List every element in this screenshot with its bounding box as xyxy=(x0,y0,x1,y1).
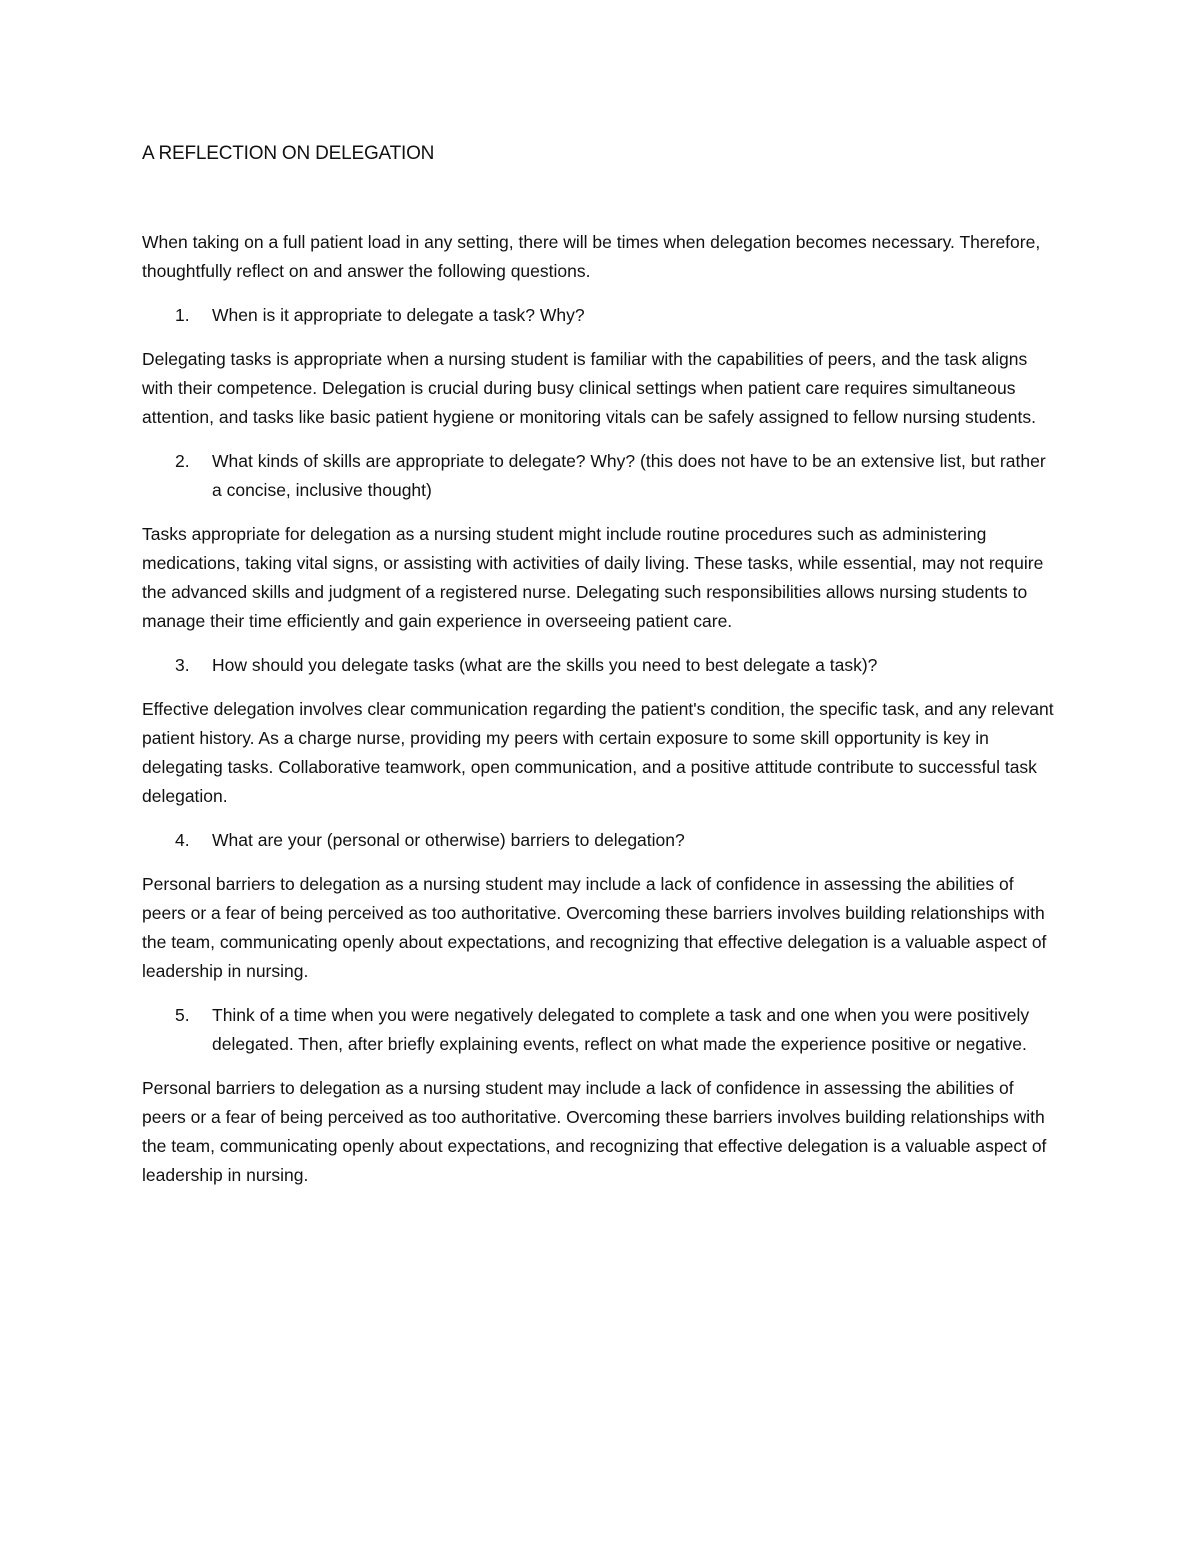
document-title: A REFLECTION ON DELEGATION xyxy=(142,143,435,164)
question-text: When is it appropriate to delegate a task? Why? xyxy=(212,305,585,325)
question-5 xyxy=(142,1001,1057,1059)
question-text: Think of a time when you were negatively delegated to complete a task and one when you were positively delegated. Then, after briefly explaining events, reflect on what made the experience positive or negative. xyxy=(212,1005,1030,1054)
answer-4: Personal barriers to delegation as a nursing student may include a lack of confidence in assessing the abilities of peers or a fear of being perceived as too authoritative. Overcoming these barriers involves building relationships with the team, communicating openly about expectations, and recognizing that effective delegation is a valuable aspect of leadership in nursing. xyxy=(142,874,1047,981)
question-number: 5. xyxy=(175,1005,190,1025)
question-text: How should you delegate tasks (what are the skills you need to best delegate a task)? xyxy=(212,655,878,675)
question-number: 1. xyxy=(175,305,190,325)
question-text: What are your (personal or otherwise) barriers to delegation? xyxy=(212,830,685,850)
answer-1: Delegating tasks is appropriate when a nursing student is familiar with the capabilities of peers, and the task aligns with their competence. Delegation is crucial during busy clinical settings when patient care requires simultaneous attention, and tasks like basic patient hygiene or monitoring vitals can be safely assigned to fellow nursing students. xyxy=(142,349,1036,427)
question-number: 4. xyxy=(175,830,190,850)
question-3 xyxy=(142,651,1057,680)
question-2 xyxy=(142,447,1057,505)
answer-3: Effective delegation involves clear communication regarding the patient's condition, the specific task, and any relevant patient history. As a charge nurse, providing my peers with certain exposure to some skill opportunity is key in delegating tasks. Collaborative teamwork, open communication, and a positive attitude contribute to successful task delegation. xyxy=(142,699,1054,806)
question-text: What kinds of skills are appropriate to delegate? Why? (this does not have to be an extensive list, but rather a concise, inclusive thought) xyxy=(212,451,1046,500)
question-number: 3. xyxy=(175,655,190,675)
document-body xyxy=(142,228,1057,1205)
answer-5: Personal barriers to delegation as a nursing student may include a lack of confidence in assessing the abilities of peers or a fear of being perceived as too authoritative. Overcoming these barriers involves building relationships with the team, communicating openly about expectations, and recognizing that effective delegation is a valuable aspect of leadership in nursing. xyxy=(142,1078,1047,1185)
intro-paragraph: When taking on a full patient load in any setting, there will be times when delegation becomes necessary. Therefore, thoughtfully reflect on and answer the following questions. xyxy=(142,232,1041,281)
question-number: 2. xyxy=(175,451,190,471)
question-4 xyxy=(142,826,1057,855)
question-1 xyxy=(142,301,1057,330)
answer-2: Tasks appropriate for delegation as a nursing student might include routine procedures such as administering medications, taking vital signs, or assisting with activities of daily living. These tasks, while essential, may not require the advanced skills and judgment of a registered nurse. Delegating such responsibilities allows nursing students to manage their time efficiently and gain experience in overseeing patient care. xyxy=(142,524,1044,631)
